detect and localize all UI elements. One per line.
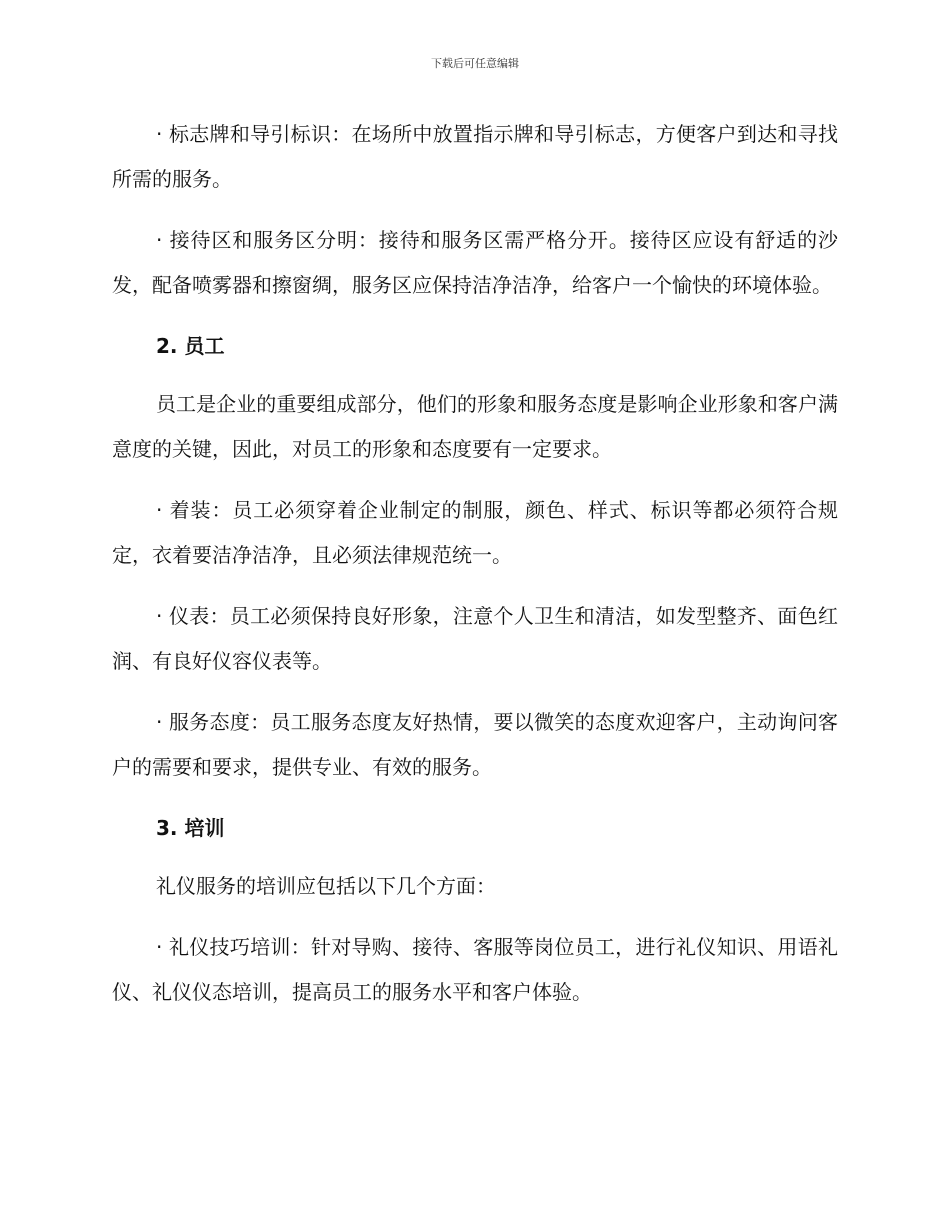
bullet-etiquette-training: · 礼仪技巧培训：针对导购、接待、客服等岗位员工，进行礼仪知识、用语礼仪、礼仪仪态培训，提高员工的服务水平和客户体验。 xyxy=(112,935,838,1004)
page-header: 下载后可任意编辑 xyxy=(431,57,519,70)
staff-intro-paragraph: 员工是企业的重要组成部分，他们的形象和服务态度是影响企业形象和客户满意度的关键，因此，对员工的形象和态度要有一定要求。 xyxy=(112,392,838,461)
bullet-service-attitude: · 服务态度：员工服务态度友好热情，要以微笑的态度欢迎客户，主动询问客户的需要和要求，提供专业、有效的服务。 xyxy=(112,710,838,779)
bullet-signage: · 标志牌和导引标识：在场所中放置指示牌和导引标志，方便客户到达和寻找所需的服务。 xyxy=(112,122,838,191)
training-intro-paragraph: 礼仪服务的培训应包括以下几个方面： xyxy=(156,874,496,898)
section-heading-staff: 2. 员工 xyxy=(156,334,225,358)
document-body xyxy=(112,112,838,1031)
bullet-appearance: · 仪表：员工必须保持良好形象，注意个人卫生和清洁，如发型整齐、面色红润、有良好仪容仪表等。 xyxy=(112,604,838,673)
section-heading-training: 3. 培训 xyxy=(156,816,225,840)
bullet-reception-area: · 接待区和服务区分明：接待和服务区需严格分开。接待区应设有舒适的沙发，配备喷雾器和擦窗绸，服务区应保持洁净洁净，给客户一个愉快的环境体验。 xyxy=(112,228,838,297)
bullet-attire: · 着装：员工必须穿着企业制定的制服，颜色、样式、标识等都必须符合规定，衣着要洁净洁净，且必须法律规范统一。 xyxy=(112,498,838,567)
